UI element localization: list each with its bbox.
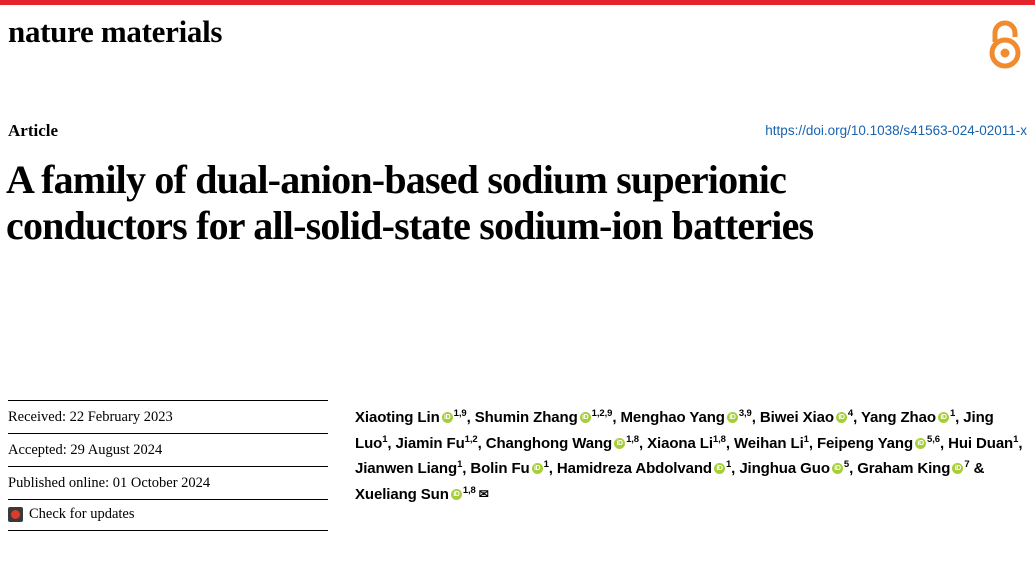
author-name: Jinghua Guo — [739, 460, 830, 477]
orcid-icon[interactable] — [532, 463, 543, 474]
author-name: Yang Zhao — [860, 409, 936, 426]
author-name: Xiaoting Lin — [355, 409, 440, 426]
author-name: Xiaona Li — [647, 434, 713, 452]
author-affiliation-marker: 1 — [1013, 433, 1019, 445]
author-affiliation-marker: 1,9 — [453, 408, 467, 419]
orcid-icon[interactable] — [442, 412, 453, 423]
author-affiliation-marker: 1 — [382, 433, 388, 445]
author-affiliation-marker: 1,8 — [626, 433, 639, 445]
author-affiliation-marker: 5,6 — [927, 433, 940, 445]
email-icon[interactable]: ✉ — [478, 486, 489, 501]
author-name: Hamidreza Abdolvand — [556, 460, 712, 477]
author-affiliation-marker: 1 — [949, 408, 956, 419]
orcid-icon[interactable] — [915, 438, 926, 449]
author-affiliation-marker: 1 — [543, 459, 549, 470]
author-affiliation-marker: 4 — [847, 408, 854, 419]
author-name: Jing Luo — [355, 409, 994, 452]
top-accent-rule — [0, 0, 1035, 5]
author-name: Jiamin Fu — [395, 434, 465, 452]
author-affiliation-marker: 1,2,9 — [591, 408, 613, 419]
author-name: Graham King — [857, 460, 951, 477]
author-name: Menghao Yang — [620, 409, 725, 426]
orcid-icon[interactable] — [580, 412, 591, 423]
orcid-icon[interactable] — [952, 463, 963, 474]
author-name: Bolin Fu — [470, 460, 530, 477]
author-affiliation-marker: 1 — [803, 433, 809, 445]
open-access-icon — [984, 20, 1026, 70]
check-for-updates[interactable] — [8, 499, 328, 530]
author-affiliation-marker: 1,8 — [712, 433, 726, 445]
orcid-icon[interactable] — [614, 438, 625, 449]
author-affiliation-marker: 3,9 — [738, 408, 752, 419]
author-name: Weihan Li — [733, 434, 804, 452]
article-bar — [8, 118, 1027, 148]
author-affiliation-marker: 1 — [457, 459, 463, 470]
author-affiliation-marker: 5 — [843, 459, 850, 470]
article-type-label: Article — [8, 121, 59, 140]
orcid-icon[interactable] — [714, 463, 725, 474]
author-name: Xueliang Sun — [355, 485, 449, 503]
author-affiliation-marker: 1 — [725, 459, 732, 470]
orcid-icon[interactable] — [832, 463, 843, 474]
author-affiliation-marker: 7 — [964, 459, 970, 470]
author-name: Feipeng Yang — [816, 434, 914, 452]
author-name: Changhong Wang — [485, 434, 613, 452]
crossmark-icon — [8, 507, 23, 522]
author-affiliation-marker: 1,8 — [462, 484, 476, 496]
orcid-icon[interactable] — [727, 412, 738, 423]
orcid-icon[interactable] — [938, 412, 949, 423]
author-name: Biwei Xiao — [759, 409, 834, 426]
doi-link[interactable]: https://doi.org/10.1038/s41563-024-02011-x — [765, 123, 1027, 138]
journal-header — [8, 14, 1027, 74]
publication-metadata — [8, 400, 328, 531]
orcid-icon[interactable] — [836, 412, 847, 423]
author-list: Xiaoting Lin iD $^{1,9}$, Shumin Zhang iD $^{1,2,9}$, Menghao Yang iD $^{3,9}$, Biwei Xiao iD $^4$, Yang Zhao iD $^1$, Jing Luo$^1$, Jiamin Fu$^{1,2}$, Changhong Wang iD $^{1,8}$, Xiaona Li$^{1,8}$, Weihan Li$^1$, Feipeng Yang iD $^{5,6}$, Hui Duan$^1$, Jianwen Liang$^1$, Bolin Fu iD $^1$, Hamidreza AbdolvandiD $^1$, Jinghua Guo iD $^5$, Graham King iD $^7$ & Xueliang Sun iD $^{1,8}$ ✉ — [355, 405, 1027, 507]
author-affiliation-marker: 1,2 — [464, 433, 478, 445]
received-date: Received: 22 February 2023 — [8, 400, 328, 433]
published-date: Published online: 01 October 2024 — [8, 466, 328, 499]
check-for-updates-label: Check for updates — [29, 506, 135, 522]
accepted-date: Accepted: 29 August 2024 — [8, 433, 328, 466]
author-name: Shumin Zhang — [474, 409, 578, 426]
journal-title: nature materials — [8, 14, 223, 49]
page-title: A family of dual-anion-based sodium superionic conductors for all-solid-state sodium-ion batteries — [6, 157, 814, 248]
orcid-icon[interactable] — [451, 489, 462, 500]
author-name: Jianwen Liang — [355, 460, 458, 477]
author-name: Hui Duan — [948, 434, 1014, 452]
